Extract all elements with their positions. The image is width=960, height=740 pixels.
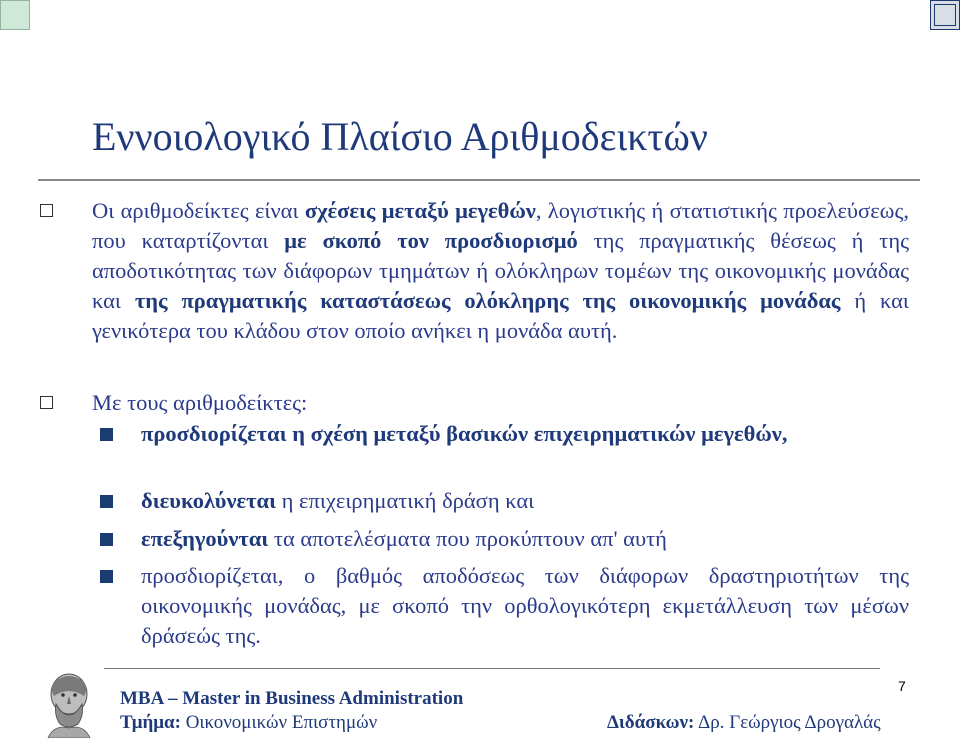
hollow-square-bullet-icon [40, 204, 53, 217]
footer-divider [38, 668, 880, 669]
filled-square-bullet-icon [100, 495, 113, 508]
page-number: 7 [898, 678, 906, 694]
corner-decoration-left [0, 0, 30, 30]
sub-bullet-2: διευκολύνεται η επιχειρηματική δράση και [141, 488, 535, 513]
sub-bullet-3: επεξηγούνται τα αποτελέσματα που προκύπτουν απ' αυτή [141, 526, 667, 551]
hollow-square-bullet-icon [40, 396, 53, 409]
bullet-paragraph-1: Οι αριθμοδείκτες είναι σχέσεις μεταξύ μεγεθών, λογιστικής ή στατιστικής προελεύσεως, που καταρτίζονται με σκοπό τον προσδιορισμό της πραγματικής θέσεως ή της αποδοτικότητας των διάφορων τμημάτων ή ολόκληρων τομέων της οικονομικής μονάδας και της πραγματικής καταστάσεως ολόκληρης της οικονομικής μονάδας ή και γενικότερα του κλάδου στον οποίο ανήκει η μονάδα αυτή. [92, 198, 909, 343]
filled-square-bullet-icon [100, 428, 113, 441]
title-divider [38, 179, 920, 181]
slide-title: Εννοιολογικό Πλαίσιο Αριθμοδεικτών [92, 114, 708, 159]
footer-program: MBA – Master in Business Administration [120, 688, 464, 709]
sub-bullet-1: προσδιορίζεται η σχέση μεταξύ βασικών επιχειρηματικών μεγεθών, [141, 421, 788, 446]
footer-department: Τμήμα: Οικονομικών Επιστημών [120, 712, 378, 733]
filled-square-bullet-icon [100, 570, 113, 583]
filled-square-bullet-icon [100, 533, 113, 546]
bullet-paragraph-2: Με τους αριθμοδείκτες: [92, 390, 308, 415]
corner-decoration-right [930, 0, 960, 30]
bust-logo-icon [34, 668, 104, 738]
sub-bullet-4: προσδιορίζεται, ο βαθμός αποδόσεως των διάφορων δραστηριοτήτων της οικονομικής μονάδας, με σκοπό την ορθολογικότερη εκμετάλλευση των μέσων δράσεώς της. [141, 563, 909, 648]
footer-teacher: Διδάσκων: Δρ. Γεώργιος Δρογαλάς [607, 712, 881, 733]
